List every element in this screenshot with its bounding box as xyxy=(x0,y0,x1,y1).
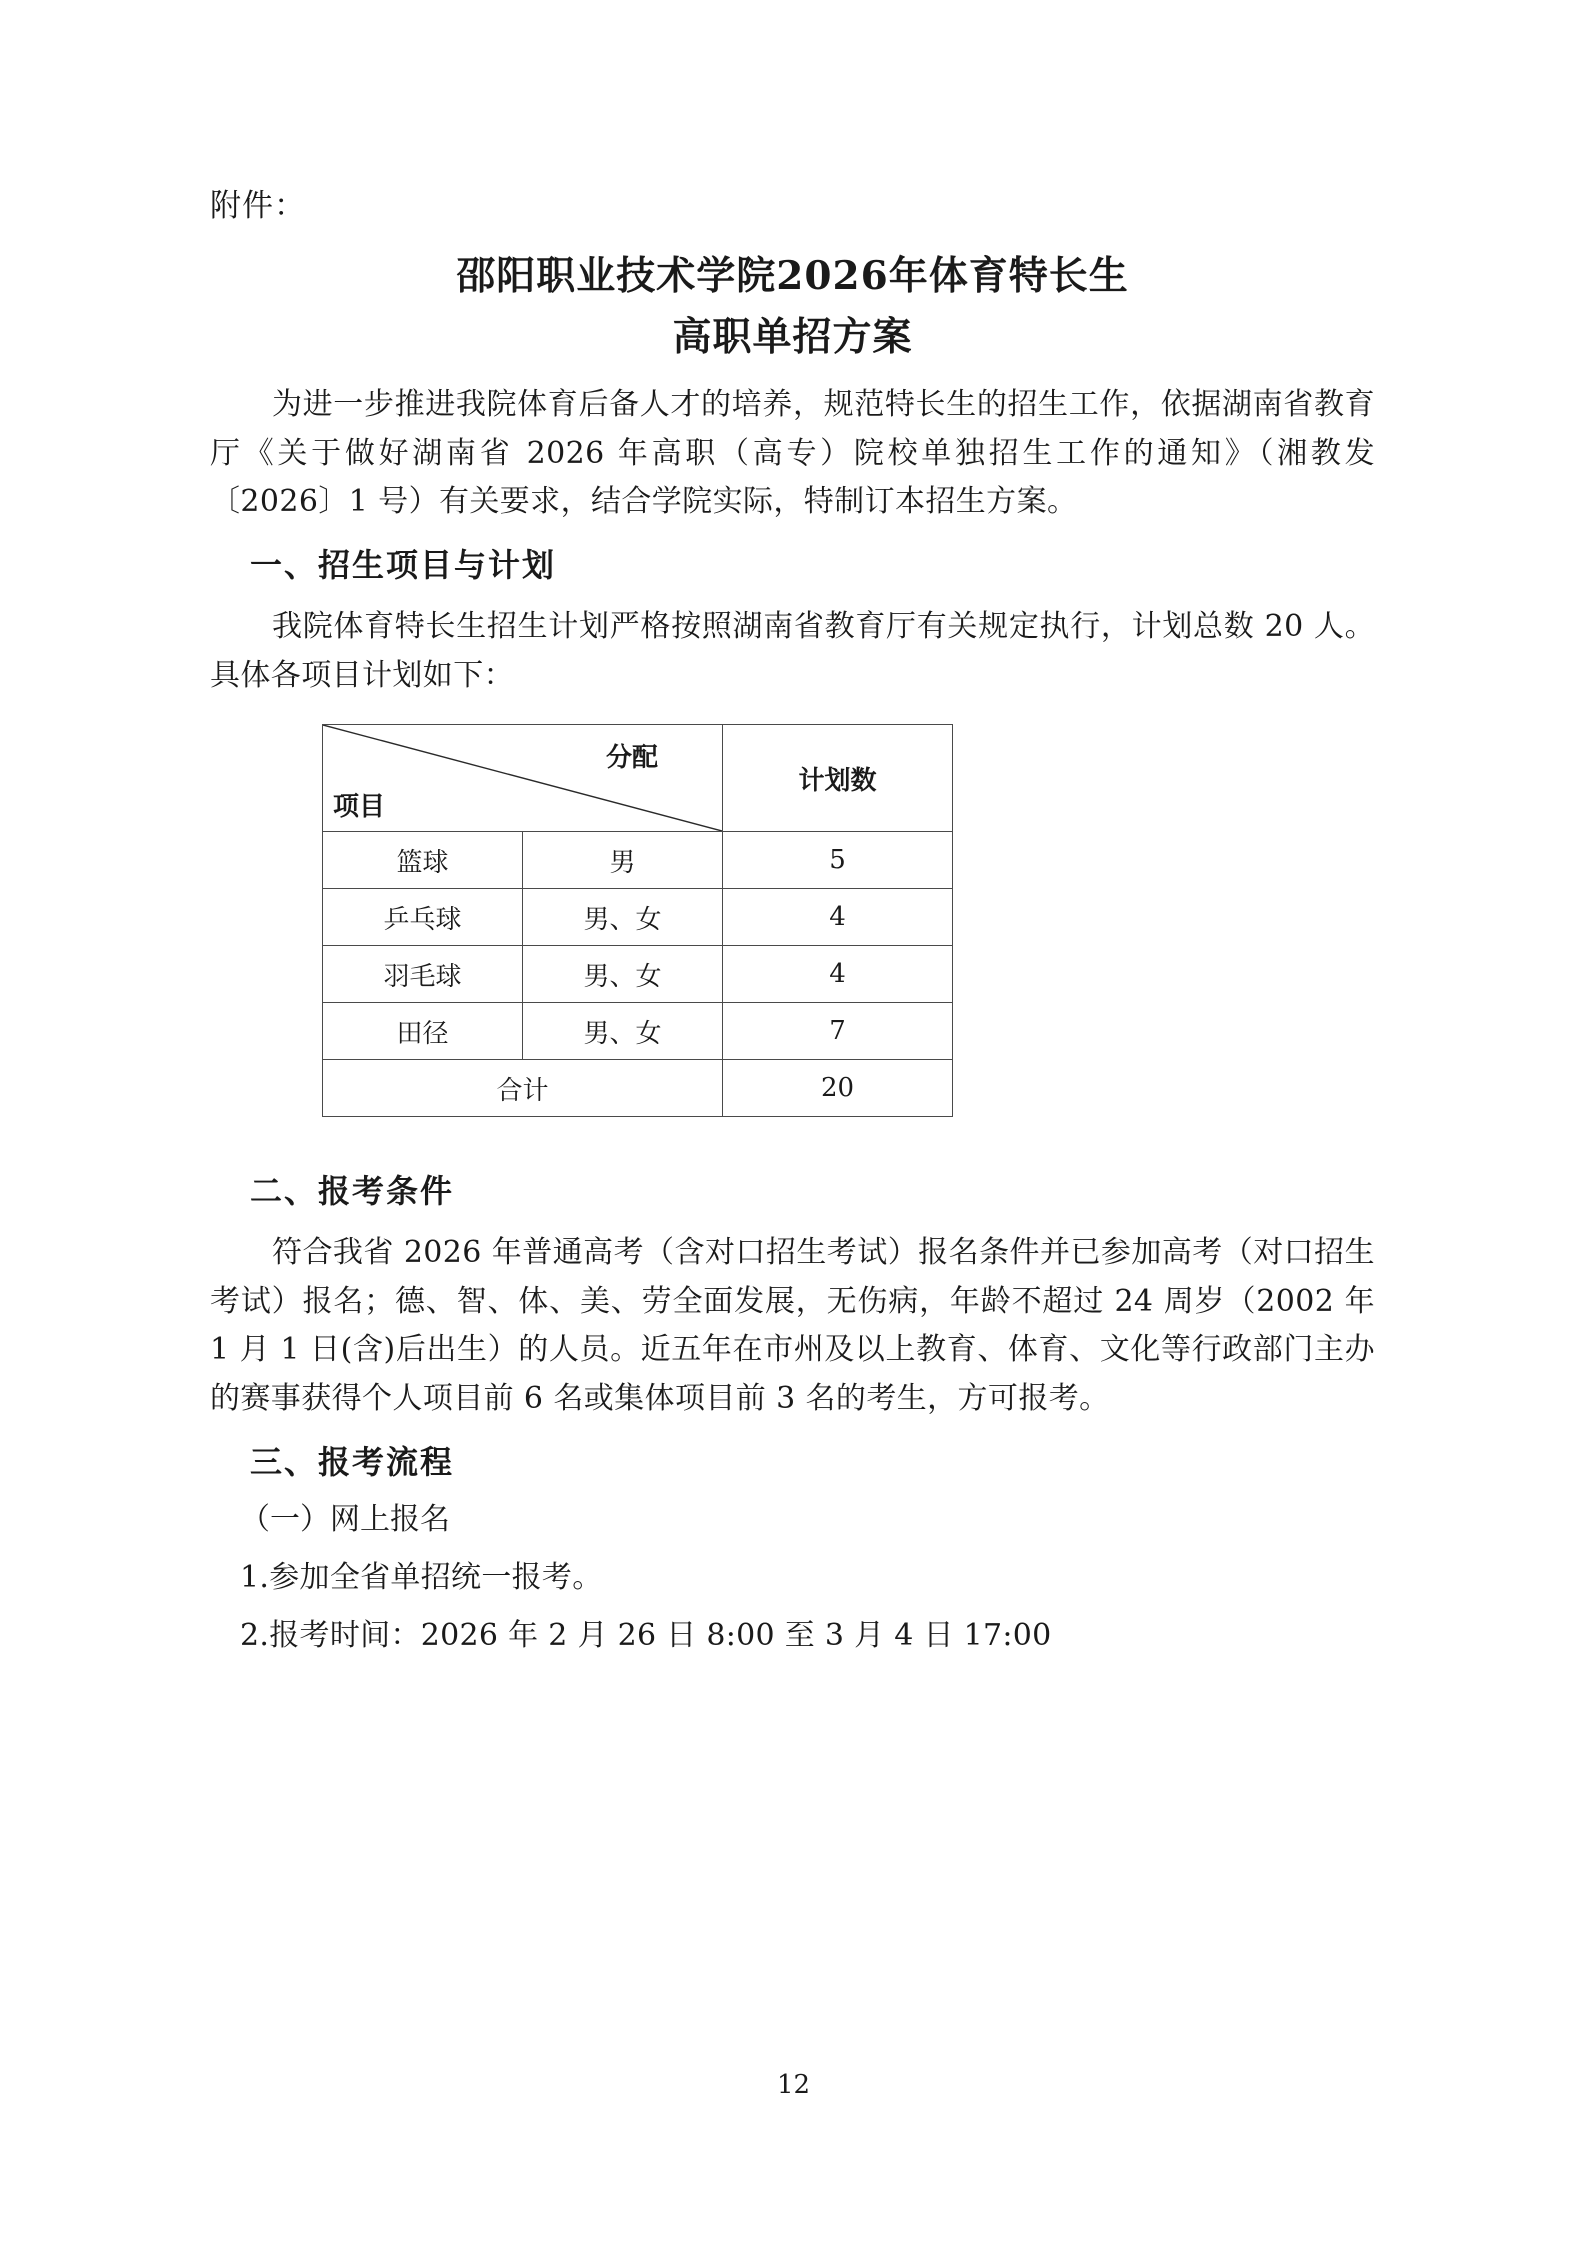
attachment-label: 附件： xyxy=(210,188,306,224)
table-total-row xyxy=(323,1060,953,1117)
cell-item: 田径 xyxy=(323,1003,523,1060)
list-item: 1.参加全省单招统一报考。 xyxy=(240,1559,603,1595)
table-row xyxy=(323,889,953,946)
table-row xyxy=(323,1003,953,1060)
diagonal-header-cell xyxy=(323,725,723,832)
section-three-sub-heading: （一）网上报名 xyxy=(240,1501,450,1537)
table-row xyxy=(323,832,953,889)
cell-count: 4 xyxy=(723,889,953,946)
page-title-line-1: 邵阳职业技术学院2026年体育特长生 xyxy=(456,253,1129,300)
section-heading-three: 三、报考流程 xyxy=(250,1442,455,1481)
cell-item: 羽毛球 xyxy=(323,946,523,1003)
cell-item: 篮球 xyxy=(323,832,523,889)
section-heading-one: 一、招生项目与计划 xyxy=(250,546,557,585)
cell-allocation: 男 xyxy=(523,832,723,889)
admission-plan-table xyxy=(322,724,953,1117)
plan-table-wrapper xyxy=(210,724,1375,1117)
list-item: 2.报考时间：2026 年 2 月 26 日 8:00 至 3 月 4 日 17:00 xyxy=(240,1617,1052,1653)
table-row xyxy=(323,946,953,1003)
cell-count: 4 xyxy=(723,946,953,1003)
cell-count: 5 xyxy=(723,832,953,889)
document-content xyxy=(210,185,1375,1660)
cell-allocation: 男、女 xyxy=(523,1003,723,1060)
header-item-label: 项目 xyxy=(333,792,386,823)
cell-allocation: 男、女 xyxy=(523,946,723,1003)
cell-total-label: 合计 xyxy=(323,1060,723,1117)
page-title-line-2: 高职单招方案 xyxy=(672,313,913,360)
page-title xyxy=(233,246,1351,367)
cell-item: 乒乓球 xyxy=(323,889,523,946)
cell-count: 7 xyxy=(723,1003,953,1060)
table-header-row xyxy=(323,725,953,832)
section-heading-two: 二、报考条件 xyxy=(250,1172,455,1211)
section-two-paragraph: 符合我省 2026 年普通高考（含对口招生考试）报名条件并已参加高考（对口招生考试）报名；德、智、体、美、劳全面发展，无伤病，年龄不超过 24 周岁（2002 年 1 月 1 日(含)后出生）的人员。近五年在市州及以上教育、体育、文化等行政部门主办的赛事获得个人项目前 6 名或集体项目前 3 名的考生，方可报考。 xyxy=(210,1235,1375,1417)
page-number: 12 xyxy=(776,2070,811,2100)
section-one-paragraph: 我院体育特长生招生计划严格按照湖南省教育厅有关规定执行，计划总数 20 人。具体各项目计划如下： xyxy=(210,609,1375,693)
intro-paragraph: 为进一步推进我院体育后备人才的培养，规范特长生的招生工作，依据湖南省教育厅《关于做好湖南省 2026 年高职（高专）院校单独招生工作的通知》（湘教发〔2026〕1 号）有关要求，结合学院实际，特制订本招生方案。 xyxy=(210,387,1375,520)
cell-total-count: 20 xyxy=(723,1060,953,1117)
cell-allocation: 男、女 xyxy=(523,889,723,946)
header-count-label: 计划数 xyxy=(723,725,953,832)
header-allocation-label: 分配 xyxy=(605,743,658,774)
